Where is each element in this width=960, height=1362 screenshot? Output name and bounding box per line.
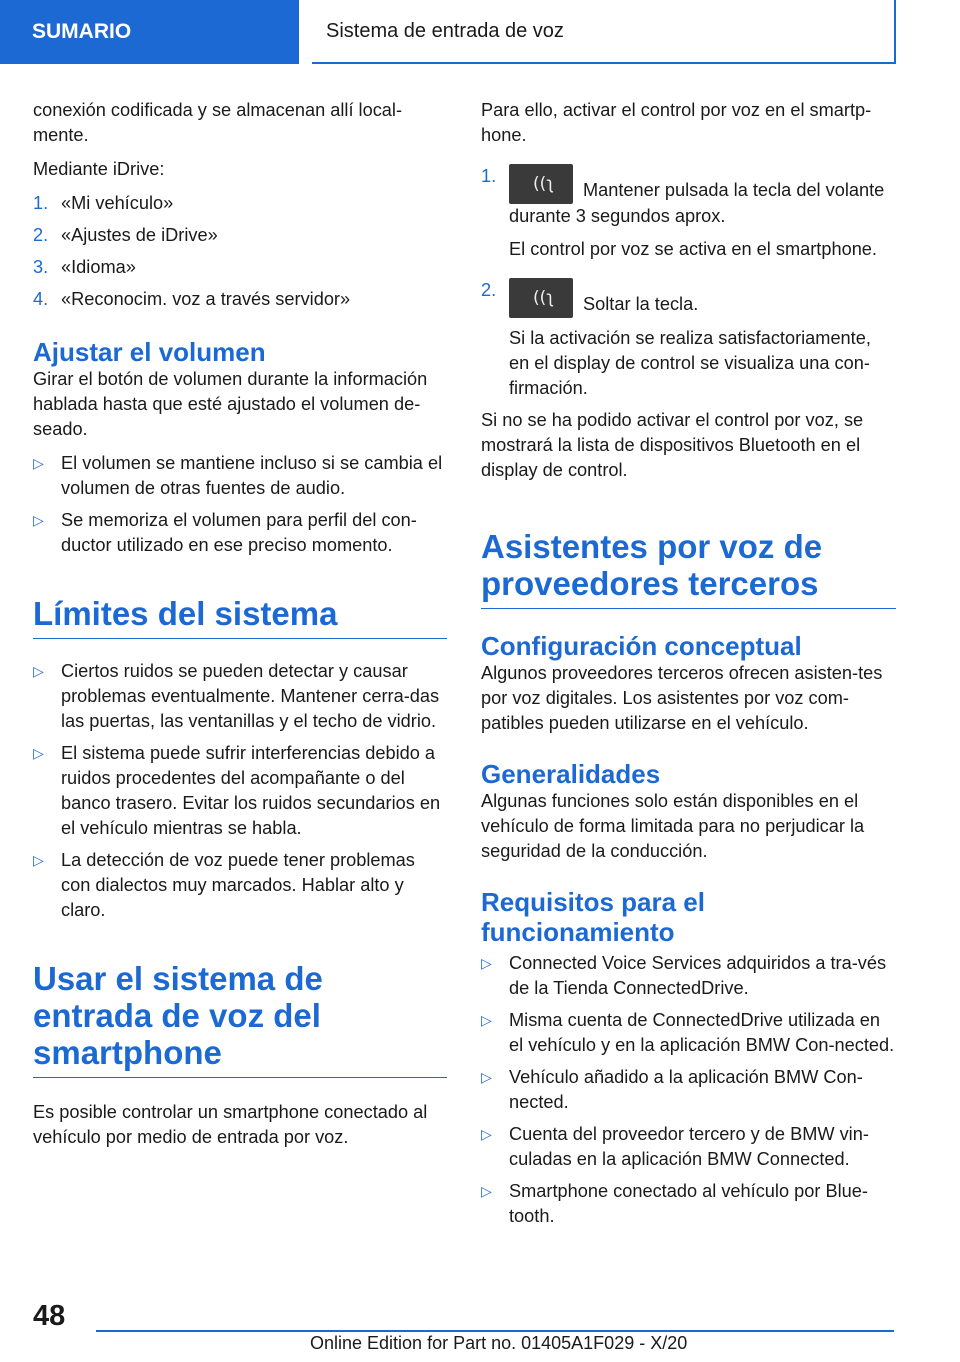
list-item	[481, 1179, 896, 1229]
right-column	[481, 98, 896, 1236]
bullet-text: La detección de voz puede tener problemas con dialectos muy marcados. Hablar alto y claro.	[61, 850, 415, 920]
idrive-steps	[33, 191, 447, 312]
list-item	[33, 223, 447, 248]
limits-heading: Límites del sistema	[33, 595, 447, 639]
section-label: SUMARIO	[32, 20, 132, 43]
bullet-text: El volumen se mantiene incluso si se cambia el volumen de otras fuentes de audio.	[61, 453, 443, 498]
list-item	[33, 451, 447, 501]
chapter-title: Sistema de entrada de voz	[326, 19, 564, 42]
step-number: 1.	[481, 166, 497, 186]
list-item	[33, 191, 447, 216]
step-text: «Ajustes de iDrive»	[61, 225, 218, 245]
bullet-text: Se memoriza el volumen para perfil del con-ductor utilizado en ese preciso momento.	[61, 510, 417, 555]
smartphone-text: Es posible controlar un smartphone conectado al vehículo por medio de entrada por voz.	[33, 1102, 428, 1147]
step-body	[509, 278, 896, 401]
list-item	[33, 508, 447, 558]
requirements-heading: Requisitos para el funcionamiento	[481, 887, 705, 947]
step-text: «Idioma»	[61, 257, 136, 277]
bullet-text: Ciertos ruidos se pueden detectar y causar problemas eventualmente. Mantener cerra-das las puertas, las ventanillas y el techo de vidrio.	[61, 661, 440, 731]
voice-glyph-icon: ((ʅ	[533, 174, 555, 194]
step-number: 2.	[33, 225, 49, 245]
section-tab[interactable]	[0, 0, 299, 64]
concept-text: Algunos proveedores terceros ofrecen asisten-tes por voz digitales. Los asistentes por voz com-patibles pueden utilizarse en el vehículo.	[481, 663, 883, 733]
list-item	[33, 741, 447, 841]
volume-bullets	[33, 451, 447, 558]
step-number: 2.	[481, 280, 497, 300]
step-body	[509, 164, 896, 262]
bullet-triangle-icon: ▷	[481, 1183, 492, 1199]
list-item	[33, 659, 447, 734]
bullet-triangle-icon: ▷	[481, 1012, 492, 1028]
list-item	[481, 1122, 896, 1172]
volume-heading: Ajustar el volumen	[33, 337, 266, 367]
bullet-triangle-icon: ▷	[481, 955, 492, 971]
bullet-triangle-icon: ▷	[33, 663, 44, 679]
step-number: 4.	[33, 289, 49, 309]
right-intro: Para ello, activar el control por voz en el smartp-hone.	[481, 100, 872, 145]
voice-key-icon	[509, 278, 573, 318]
intro-text: conexión codificada y se almacenan allí local-mente.	[33, 100, 403, 145]
edition-link[interactable]: Online Edition for Part no. 01405A1F029 - X/20	[310, 1333, 688, 1353]
bullet-triangle-icon: ▷	[481, 1069, 492, 1085]
step-number: 3.	[33, 257, 49, 277]
limits-bullets	[33, 659, 447, 923]
smartphone-steps	[481, 164, 896, 401]
bullet-text: El sistema puede sufrir interferencias debido a ruidos procedentes del acompañante o del banco trasero. Evitar los ruidos secundarios en el vehículo mientras se habla.	[61, 743, 441, 838]
step-text: «Reconocim. voz a través servidor»	[61, 289, 351, 309]
bullet-triangle-icon: ▷	[481, 1126, 492, 1142]
volume-text: Girar el botón de volumen durante la información hablada hasta que esté ajustado el volumen de-seado.	[33, 369, 428, 439]
general-text: Algunas funciones solo están disponibles en el vehículo de forma limitada para no perjudicar la seguridad de la conducción.	[481, 791, 865, 861]
list-item	[481, 164, 896, 262]
left-column	[33, 98, 447, 1159]
list-item	[481, 1008, 896, 1058]
list-item	[481, 1065, 896, 1115]
smartphone-heading: Usar el sistema de entrada de voz del smartphone	[33, 960, 447, 1078]
list-item	[481, 951, 896, 1001]
step-line	[509, 164, 896, 229]
bullet-text: Cuenta del proveedor tercero y de BMW vin-culadas en la aplicación BMW Connected.	[509, 1124, 869, 1169]
list-item	[33, 848, 447, 923]
voice-glyph-icon: ((ʅ	[533, 288, 555, 308]
step-sub-text: Si la activación se realiza satisfactoriamente, en el display de control se visualiza una con-firmación.	[509, 328, 871, 398]
assistants-heading: Asistentes por voz de proveedores terceros	[481, 528, 896, 609]
footer-rule	[96, 1330, 894, 1332]
list-item	[33, 287, 447, 312]
step-text: Mantener pulsada la tecla del volante durante 3 segundos aprox.	[509, 180, 885, 226]
bullet-text: Smartphone conectado al vehículo por Blue-tooth.	[509, 1181, 868, 1226]
step-sub-text: El control por voz se activa en el smartphone.	[509, 239, 877, 259]
general-heading: Generalidades	[481, 759, 661, 789]
concept-heading: Configuración conceptual	[481, 631, 802, 661]
bullet-triangle-icon: ▷	[33, 852, 44, 868]
bullet-triangle-icon: ▷	[33, 745, 44, 761]
bullet-text: Vehículo añadido a la aplicación BMW Con-nected.	[509, 1067, 863, 1112]
header-gap	[299, 0, 312, 64]
bullet-triangle-icon: ▷	[33, 455, 44, 471]
bullet-triangle-icon: ▷	[33, 512, 44, 528]
requirements-bullets	[481, 951, 896, 1229]
chapter-title-box	[312, 0, 896, 64]
idrive-label: Mediante iDrive:	[33, 159, 165, 179]
step-line	[509, 278, 896, 318]
bullet-text: Misma cuenta de ConnectedDrive utilizada en el vehículo y en la aplicación BMW Con-nected.	[509, 1010, 895, 1055]
voice-key-icon	[509, 164, 573, 204]
list-item	[33, 255, 447, 280]
fail-text: Si no se ha podido activar el control por voz, se mostrará la lista de dispositivos Bluetooth en el display de control.	[481, 410, 864, 480]
page-number: 48	[33, 1300, 66, 1332]
step-number: 1.	[33, 193, 49, 213]
step-text: «Mi vehículo»	[61, 193, 174, 213]
list-item	[481, 278, 896, 401]
step-text: Soltar la tecla.	[583, 294, 699, 314]
bullet-text: Connected Voice Services adquiridos a tra-vés de la Tienda ConnectedDrive.	[509, 953, 887, 998]
